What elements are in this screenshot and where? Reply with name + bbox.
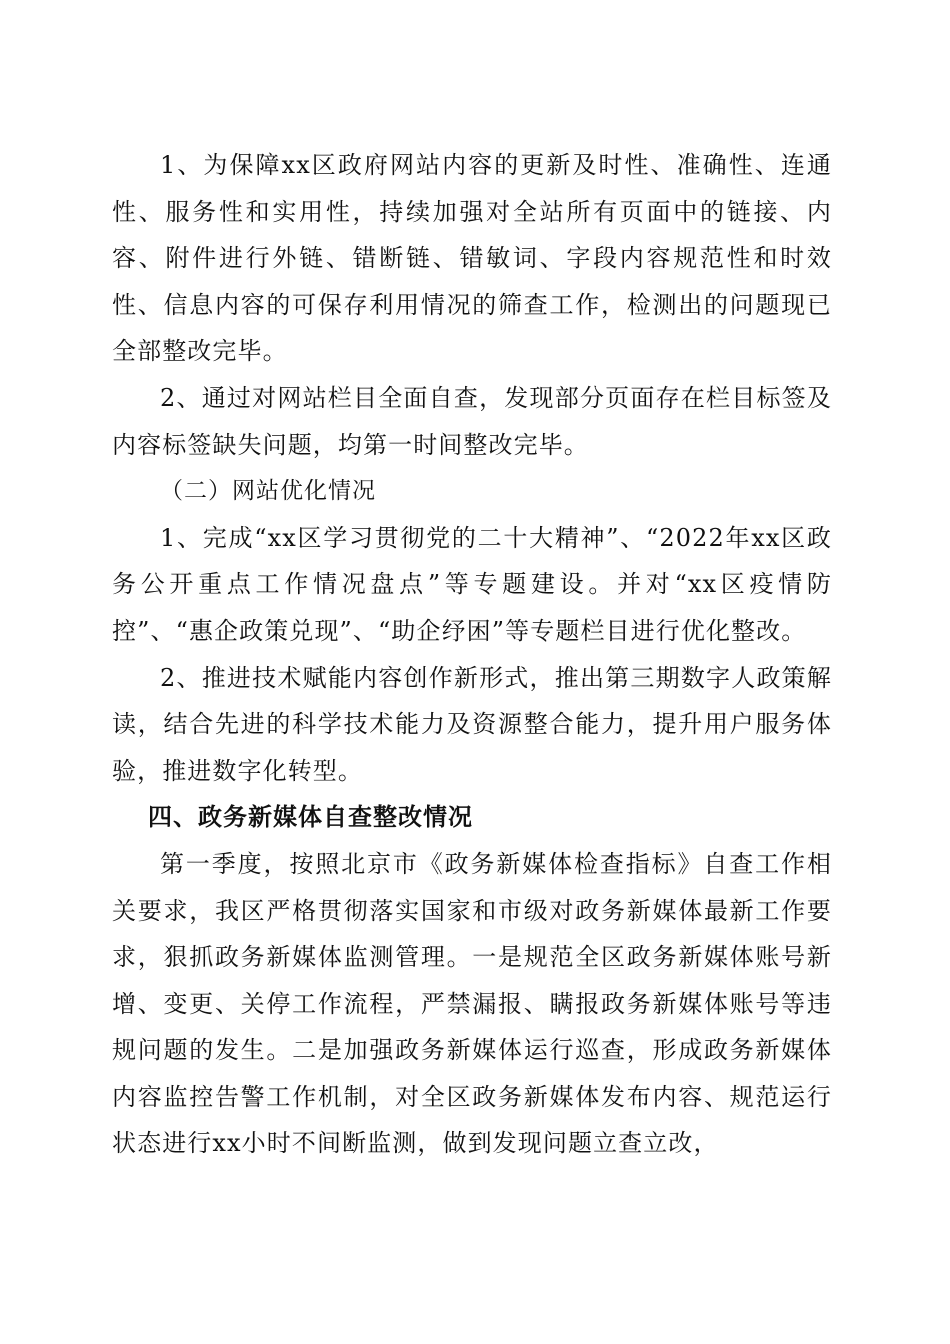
section-heading-new-media: 四、政务新媒体自查整改情况 [148,803,473,832]
paragraph-special-topics: 1、完成“xx区学习贯彻党的二十大精神”、“2022年xx区政务公开重点工作情况盘点”等专题建设。并对“xx区疫情防控”、“惠企政策兑现”、“助企纾困”等专题栏目进行优化整改。 [112,523,832,645]
paragraph-website-content-check: 1、为保障xx区政府网站内容的更新及时性、准确性、连通性、服务性和实用性，持续加强对全站所有页面中的链接、内容、附件进行外链、错断链、错敏词、字段内容规范性和时效性、信息内容的可保存利用情况的筛查工作，检测出的问题现已全部整改完毕。 [112,151,832,366]
section-subheading-website-optimization: （二）网站优化情况 [160,478,376,505]
paragraph-tech-empowerment: 2、推进技术赋能内容创作新形式，推出第三期数字人政策解读，结合先进的科学技术能力及资源整合能力，提升用户服务体验，推进数字化转型。 [112,663,832,785]
paragraph-column-self-check: 2、通过对网站栏目全面自查，发现部分页面存在栏目标签及内容标签缺失问题，均第一时间整改完毕。 [112,383,832,459]
document-body [112,142,832,1167]
paragraph-new-media-inspection: 第一季度，按照北京市《政务新媒体检查指标》自查工作相关要求，我区严格贯彻落实国家和市级对政务新媒体最新工作要求，狠抓政务新媒体监测管理。一是规范全区政务新媒体账号新增、变更、关停工作流程，严禁漏报、瞒报政务新媒体账号等违规问题的发生。二是加强政务新媒体运行巡查，形成政务新媒体内容监控告警工作机制，对全区政务新媒体发布内容、规范运行状态进行xx小时不间断监测，做到发现问题立查立改， [112,849,832,1158]
